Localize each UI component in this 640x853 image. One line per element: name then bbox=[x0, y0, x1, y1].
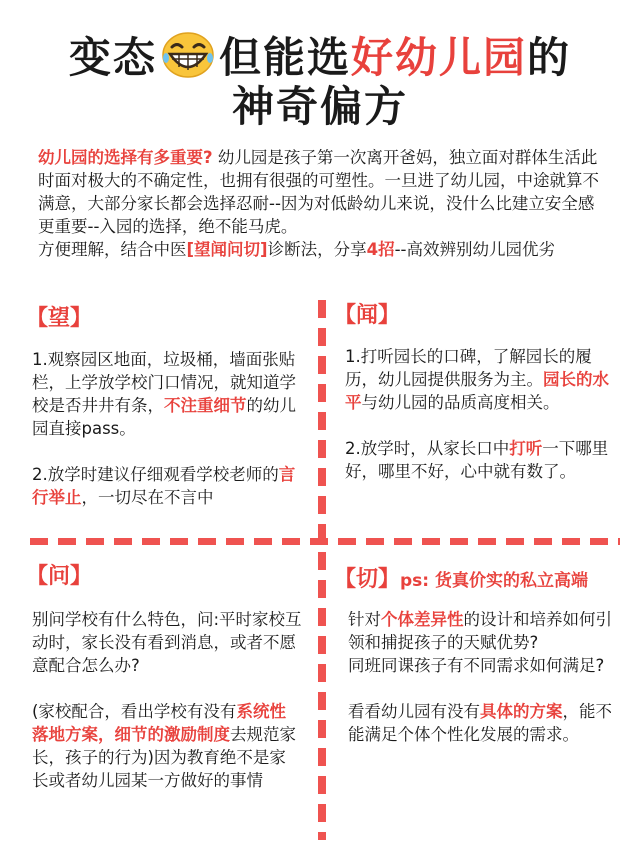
intro-text-2c: --高效辨别幼儿园优劣 bbox=[394, 240, 555, 259]
qie-subtitle: ps: 货真价实的私立高端 bbox=[400, 571, 589, 591]
qie-p3-b: ，能不能满足个体个性化发展的需求。 bbox=[348, 702, 612, 744]
intro-paragraph-2 bbox=[38, 238, 608, 261]
section-head-wen-listen: 【闻】 bbox=[334, 303, 401, 328]
qie-p3-a: 看看幼儿园有没有 bbox=[348, 702, 480, 721]
title-text-1: 变态 bbox=[68, 33, 157, 82]
wang-p2-b: ，一切尽在不言中 bbox=[81, 488, 214, 507]
page-title-line2: 神奇偏方 bbox=[231, 82, 408, 131]
page-title-line1 bbox=[0, 32, 640, 82]
wang-p1-b: 的幼儿园直接pass。 bbox=[32, 396, 296, 438]
section-qie-body bbox=[348, 608, 618, 746]
section-head-qie bbox=[334, 569, 588, 591]
section-head-wen-ask: 【问】 bbox=[26, 564, 93, 589]
wen2-p2-a: (家校配合，看出学校有没有 bbox=[32, 702, 237, 721]
qie-p1-a: 针对 bbox=[348, 610, 381, 629]
section-wen-ask-body bbox=[32, 608, 302, 792]
intro-highlight-count: 4招 bbox=[366, 240, 395, 259]
wen-ask-point-1: 别问学校有什么特色，问:平时家校互动时，家长没有看到消息，或者不愿意配合怎么办? bbox=[32, 610, 302, 675]
qie-point-1 bbox=[348, 608, 618, 654]
qie-p1-highlight: 个体差异性 bbox=[381, 610, 464, 629]
qie-p1-b: 的设计和培养如何引领和捕捉孩子的天赋优势? bbox=[348, 610, 612, 652]
wang-p2-a: 2.放学时建议仔细观看学校老师的 bbox=[32, 465, 279, 484]
intro-text-2b: 诊断法，分享 bbox=[267, 240, 367, 259]
wen2-p2-b: 去规范家长，孩子的行为)因为教育绝不是家长或者幼儿园某一方做好的事情 bbox=[32, 725, 296, 790]
wen-ask-point-2 bbox=[32, 700, 302, 792]
intro-section bbox=[38, 146, 608, 261]
intro-highlight-method: [望闻问切] bbox=[186, 240, 268, 259]
intro-question: 幼儿园的选择有多重要? bbox=[38, 148, 213, 167]
wen1-p2-highlight: 打听 bbox=[509, 439, 543, 458]
wen1-p1-highlight: 园长的水平 bbox=[345, 370, 609, 412]
intro-text-2a: 方便理解，结合中医 bbox=[38, 240, 187, 259]
wen1-p2-a: 2.放学时，从家长口中 bbox=[345, 439, 510, 458]
qie-point-3 bbox=[348, 700, 618, 746]
wang-point-2 bbox=[32, 463, 302, 509]
title-text-2: 但能选 bbox=[218, 33, 351, 82]
intro-paragraph-1 bbox=[38, 146, 608, 238]
wen1-p1-b: 与幼儿园的品质高度相关。 bbox=[361, 393, 560, 412]
horizontal-divider bbox=[30, 538, 620, 545]
wen1-p1-a: 1.打听园长的口碑，了解园长的履历，幼儿园提供服务为主。 bbox=[345, 347, 592, 389]
wen-listen-point-1 bbox=[345, 345, 615, 414]
title-text-highlight: 好幼儿园 bbox=[351, 33, 528, 82]
qie-point-2: 同班同课孩子有不同需求如何满足? bbox=[348, 656, 605, 675]
qie-head-label: 【切】 bbox=[334, 567, 401, 592]
wen2-p2-highlight: 系统性落地方案，细节的激励制度 bbox=[32, 702, 286, 744]
wang-p2-highlight: 言行举止 bbox=[32, 465, 296, 507]
wen-listen-point-2 bbox=[345, 437, 615, 483]
grinning-face-icon bbox=[161, 32, 215, 78]
wen1-p2-b: 一下哪里好，哪里不好，心中就有数了。 bbox=[345, 439, 609, 481]
wang-point-1 bbox=[32, 348, 302, 440]
wang-p1-highlight: 不注重细节 bbox=[164, 396, 247, 415]
intro-text: 幼儿园是孩子第一次离开爸妈，独立面对群体生活此时面对极大的不确定性，也拥有很强的可塑性。一旦进了幼儿园，中途就算不满意，大部分家长都会选择忍耐--因为对低龄幼儿来说，没什么比建立安全感更重要--入园的选择，绝不能马虎。 bbox=[38, 148, 599, 236]
qie-p3-highlight: 具体的方案 bbox=[480, 702, 563, 721]
section-head-wang: 【望】 bbox=[26, 306, 93, 331]
title-text-3: 的 bbox=[527, 33, 572, 82]
vertical-divider bbox=[318, 300, 326, 840]
section-wang-body bbox=[32, 348, 302, 509]
wang-p1-a: 1.观察园区地面，垃圾桶，墙面张贴栏，上学放学校门口情况，就知道学校是否井井有条， bbox=[32, 350, 296, 415]
section-wen-listen-body bbox=[345, 345, 615, 483]
